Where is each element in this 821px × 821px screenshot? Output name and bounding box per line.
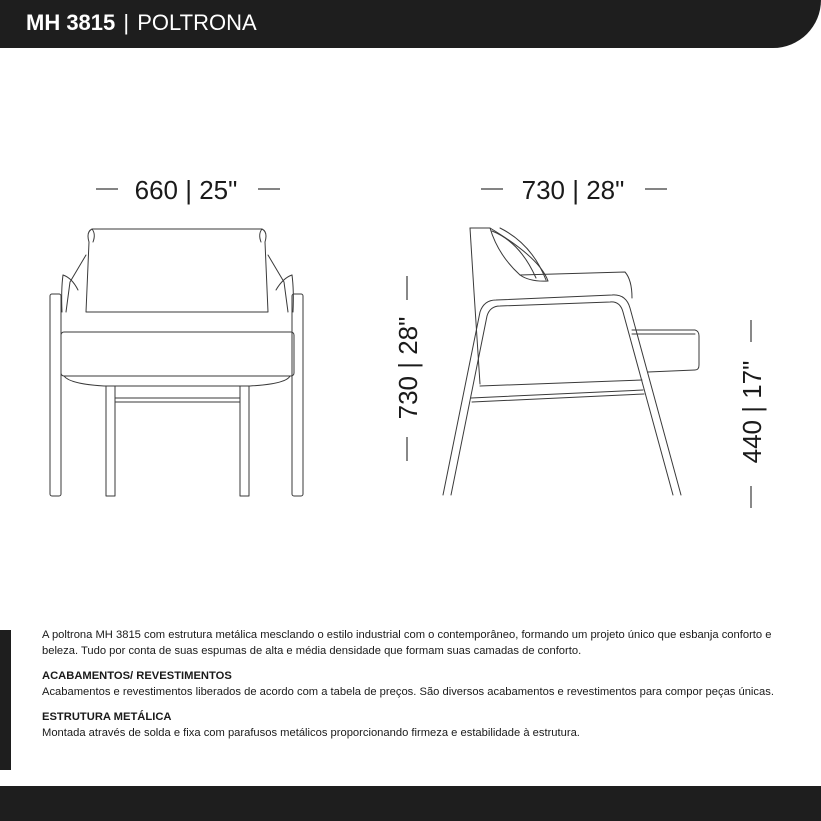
total-height-dimension: 730 | 28" xyxy=(393,316,423,420)
section-text-finishes: Acabamentos e revestimentos liberados de acordo com a tabela de preços. São diversos acabamentos e revestimentos para compor peças únicas. xyxy=(42,685,774,698)
intro-text: A poltrona MH 3815 com estrutura metálica mesclando o estilo industrial com o contemporâneo, formando um projeto único que esbanja conforto e beleza. Tudo por conta de suas espumas de alta e média densidade que formam suas camadas de conforto. xyxy=(42,629,772,657)
product-code: MH 3815 xyxy=(26,10,116,35)
side-depth-dimension: 730 | 28" xyxy=(521,175,625,205)
section-title-structure: ESTRUTURA METÁLICA xyxy=(42,711,172,723)
section-title-finishes: ACABAMENTOS/ REVESTIMENTOS xyxy=(42,670,232,682)
product-name: POLTRONA xyxy=(137,10,257,35)
side-accent-bar xyxy=(0,630,11,770)
footer-bar xyxy=(0,786,821,821)
title-separator: | xyxy=(123,10,130,35)
side-view-drawing xyxy=(443,228,699,495)
section-text-structure: Montada através de solda e fixa com parafusos metálicos proporcionando firmeza e estabilidade à estrutura. xyxy=(42,726,580,739)
description-block xyxy=(42,628,802,741)
front-width-dimension: 660 | 25" xyxy=(134,175,238,205)
front-view-drawing xyxy=(50,229,303,496)
seat-height-dimension: 440 | 17" xyxy=(737,360,767,464)
